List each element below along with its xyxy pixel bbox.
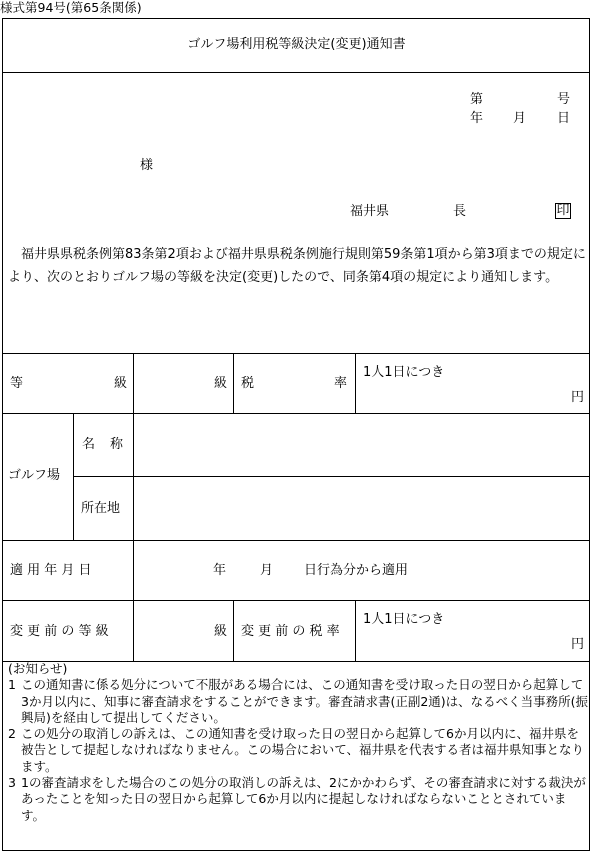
notice-item <box>8 726 590 775</box>
prev-tax-label: 変 更 前 の 税 率 <box>241 624 340 639</box>
golf-course-label: ゴルフ場 <box>8 468 61 483</box>
apply-month: 月 <box>260 563 274 578</box>
rule-name-row-bottom <box>73 476 590 477</box>
yen-unit: 円 <box>571 390 585 405</box>
notice-item-number: 3 <box>8 775 16 791</box>
date-month: 月 <box>513 111 527 126</box>
golf-location-label: 所在地 <box>81 501 121 516</box>
number-dai: 第 <box>470 92 484 107</box>
rule-golf-row-bottom <box>2 540 590 541</box>
grade-unit: 級 <box>214 376 228 391</box>
issuer-prefecture: 福井県 <box>350 204 390 219</box>
apply-date-label: 適 用 年 月 日 <box>10 563 92 578</box>
date-year: 年 <box>470 111 484 126</box>
rule-apply-row-bottom <box>2 600 590 601</box>
rule-title-bottom <box>2 72 590 73</box>
document-title: ゴルフ場利用税等級決定(変更)通知書 <box>187 37 406 52</box>
notice-item-text: この通知書に係る処分について不服がある場合には、この通知書を受け取った日の翌日から起算して3か月以内に、知事に審査請求をすることができます。審査請求書(正副2通)は、なるべく当事務所(振興局)を経由して提出してください。 <box>21 677 589 725</box>
rule-v-grade-unit <box>233 353 234 413</box>
date-day: 日 <box>557 111 571 126</box>
notice-item-number: 2 <box>8 726 16 742</box>
rule-v-golf <box>73 413 74 540</box>
notice-paragraph: 福井県県税条例第83条第2項および福井県県税条例施行規則第59条第1項から第3項までの規定により、次のとおりゴルフ場の等級を決定(変更)したので、同条第4項の規定により通知します。 <box>8 247 586 285</box>
per-person-day: 1人1日につき <box>363 365 445 380</box>
apply-text: 日行為分から適用 <box>304 563 409 578</box>
notice-item <box>8 677 590 726</box>
notice-heading: (お知らせ) <box>8 661 68 676</box>
rule-v-prev <box>133 600 134 661</box>
prev-grade-label: 変 更 前 の 等 級 <box>10 624 109 639</box>
seal-mark: 印 <box>556 203 570 218</box>
rule-header-bottom <box>2 353 590 354</box>
notice-item <box>8 775 590 824</box>
number-gou: 号 <box>557 92 571 107</box>
golf-name-label: 名 称 <box>82 437 125 452</box>
rule-v-golf-sub <box>133 413 134 540</box>
form-number-label: 様式第94号(第65条関係) <box>0 0 142 15</box>
addressee-sama: 様 <box>140 158 154 173</box>
prev-grade-unit: 級 <box>214 624 228 639</box>
rule-v-prev-unit <box>233 600 234 661</box>
prev-per-person-day: 1人1日につき <box>363 612 445 627</box>
rule-grade-row-bottom <box>2 413 590 414</box>
issuer-chou: 長 <box>453 204 467 219</box>
rule-v-apply <box>133 540 134 600</box>
prev-yen-unit: 円 <box>571 637 585 652</box>
rule-v-tax <box>355 353 356 413</box>
notice-item-text: この処分の取消しの訴えは、この通知書を受け取った日の翌日から起算して6か月以内に、福井県を被告として提起しなければなりません。この場合において、福井県を代表する者は福井県知事となります。 <box>21 726 585 774</box>
apply-year: 年 <box>213 563 227 578</box>
rule-v-prev-tax <box>355 600 356 661</box>
notice-item-text: 1の審査請求をした場合のこの処分の取消しの訴えは、2にかかわらず、その審査請求に対する裁決があったことを知った日の翌日から起算して6か月以内に提起しなければならないこととされています。 <box>21 775 586 823</box>
rule-v-grade <box>133 353 134 413</box>
notice-item-number: 1 <box>8 677 16 693</box>
notice-section <box>8 661 590 824</box>
